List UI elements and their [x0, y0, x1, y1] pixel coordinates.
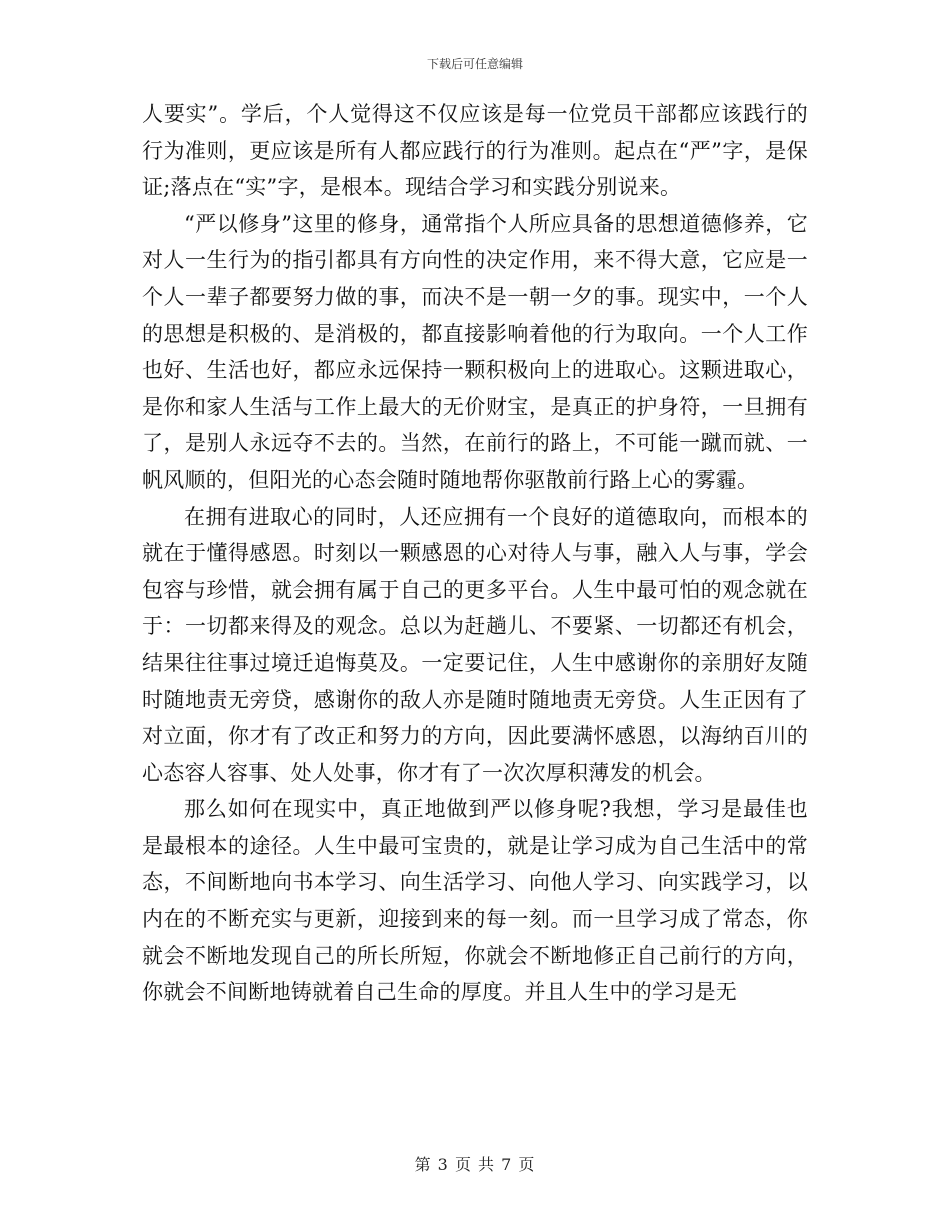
paragraph-4: 那么如何在现实中，真正地做到严以修身呢?我想，学习是最佳也是最根本的途径。人生中最可宝贵的，就是让学习成为自己生活中的常态，不间断地向书本学习、向生活学习、向他人学习、向实践学习，以内在的不断充实与更新，迎接到来的每一刻。而一旦学习成了常态，你就会不断地发现自己的所长所短，你就会不断地修正自己前行的方向，你就会不间断地铸就着自己生命的厚度。并且人生中的学习是无: [142, 797, 808, 1005]
page-number-footer: 第 3 页 共 7 页: [414, 1155, 536, 1174]
paragraph-1: 人要实”。学后，个人觉得这不仅应该是每一位党员干部都应该践行的行为准则，更应该是所有人都应践行的行为准则。起点在“严”字，是保证;落点在“实”字，是根本。现结合学习和实践分别说来。: [142, 102, 808, 200]
page-header: 下载后可任意编辑: [426, 57, 523, 71]
paragraph-2: “严以修身”这里的修身，通常指个人所应具备的思想道德修养，它对人一生行为的指引都具有方向性的决定作用，来不得大意，它应是一个人一辈子都要努力做的事，而决不是一朝一夕的事。现实中，一个人的思想是积极的、是消极的，都直接影响着他的行为取向。一个人工作也好、生活也好，都应永远保持一颗积极向上的进取心。这颗进取心，是你和家人生活与工作上最大的无价财宝，是真正的护身符，一旦拥有了，是别人永远夺不去的。当然，在前行的路上，不可能一蹴而就、一帆风顺的，但阳光的心态会随时随地帮你驱散前行路上心的雾霾。: [142, 211, 808, 492]
paragraph-3: 在拥有进取心的同时，人还应拥有一个良好的道德取向，而根本的就在于懂得感恩。时刻以一颗感恩的心对待人与事，融入人与事，学会包容与珍惜，就会拥有属于自己的更多平台。人生中最可怕的观念就在于：一切都来得及的观念。总以为赶趟儿、不要紧、一切都还有机会，结果往往事过境迁追悔莫及。一定要记住，人生中感谢你的亲朋好友随时随地责无旁贷，感谢你的敌人亦是随时随地责无旁贷。人生正因有了对立面，你才有了改正和努力的方向，因此要满怀感恩，以海纳百川的心态容人容事、处人处事，你才有了一次次厚积薄发的机会。: [142, 504, 808, 785]
document-body: [142, 96, 808, 1011]
